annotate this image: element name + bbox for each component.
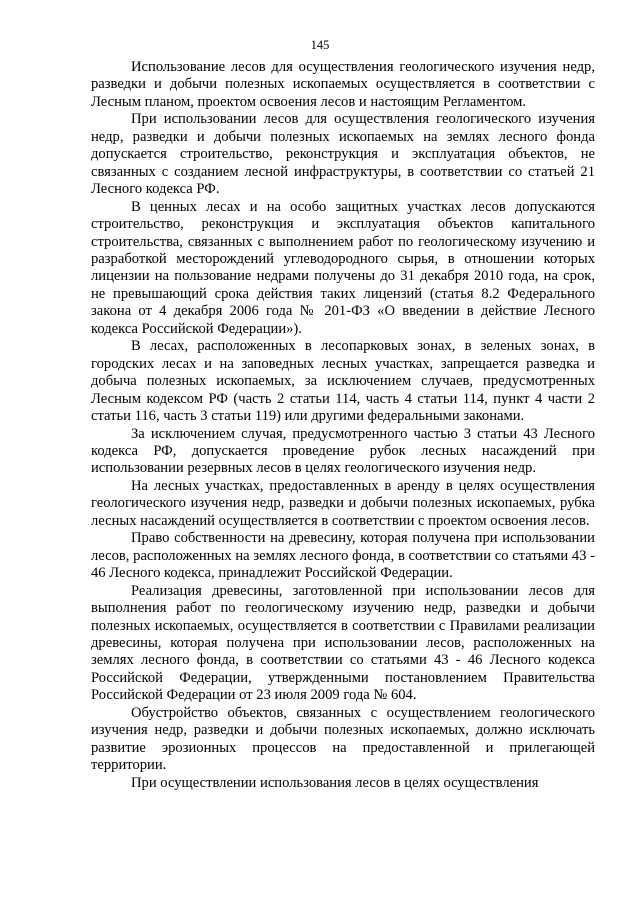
- page-number: 145: [310, 38, 330, 52]
- paragraph: За исключением случая, предусмотренного частью 3 статьи 43 Лесного кодекса РФ, допускается проведение рубок лесных насаждений при использовании резервных лесов в целях геологического изучения недр.: [91, 425, 595, 477]
- paragraph: Обустройство объектов, связанных с осуществлением геологического изучения недр, разведки и добычи полезных ископаемых, должно исключать развитие эрозионных процессов на предоставленной и прилегающей территории.: [91, 704, 595, 774]
- paragraph: При осуществлении использования лесов в целях осуществления: [131, 774, 539, 791]
- paragraph: Реализация древесины, заготовленной при использовании лесов для выполнения работ по геологическому изучению недр, разведки и добычи полезных ископаемых, осуществляется в соответствии с Правилами реализации древесины, которая получена при использовании лесов, расположенных на землях лесного фонда, в соответствии со статьями 43 - 46 Лесного кодекса Российской Федерации, утвержденными постановлением Правительства Российской Федерации от 23 июля 2009 года № 604.: [91, 582, 595, 704]
- paragraph: В ценных лесах и на особо защитных участках лесов допускаются строительство, реконструкция и эксплуатация объектов капитального строительства, связанных с выполнением работ по геологическому изучению и разработкой месторождений углеводородного сырья, в отношении которых лицензии на пользование недрами получены до 31 декабря 2010 года, на срок, не превышающий срока действия таких лицензий (статья 8.2 Федерального закона от 4 декабря 2006 года № 201-ФЗ «О введении в действие Лесного кодекса Российской Федерации»).: [91, 198, 595, 337]
- paragraph: В лесах, расположенных в лесопарковых зонах, в зеленых зонах, в городских лесах и на заповедных лесных участках, запрещается разведка и добыча полезных ископаемых, за исключением случаев, предусмотренных Лесным кодексом РФ (часть 2 статьи 114, часть 4 статьи 114, пункт 4 части 2 статьи 116, часть 3 статьи 119) или другими федеральными законами.: [91, 338, 595, 425]
- paragraph: На лесных участках, предоставленных в аренду в целях осуществления геологического изучения недр, разведки и добычи полезных ископаемых, рубка лесных насаждений осуществляется в соответствии с проектом освоения лесов.: [91, 477, 595, 529]
- paragraph: Использование лесов для осуществления геологического изучения недр, разведки и добычи полезных ископаемых осуществляется в соответствии с Лесным планом, проектом освоения лесов и настоящим Регламентом.: [91, 59, 595, 110]
- paragraph: Право собственности на древесину, которая получена при использовании лесов, расположенных на землях лесного фонда, в соответствии со статьями 43 - 46 Лесного кодекса, принадлежит Российской Федерации.: [91, 530, 595, 582]
- document-body: [91, 59, 595, 792]
- paragraph: При использовании лесов для осуществления геологического изучения недр, разведки и добычи полезных ископаемых на землях лесного фонда допускается строительство, реконструкция и эксплуатация объектов, не связанных с созданием лесной инфраструктуры, в соответствии со статьей 21 Лесного кодекса РФ.: [91, 111, 595, 198]
